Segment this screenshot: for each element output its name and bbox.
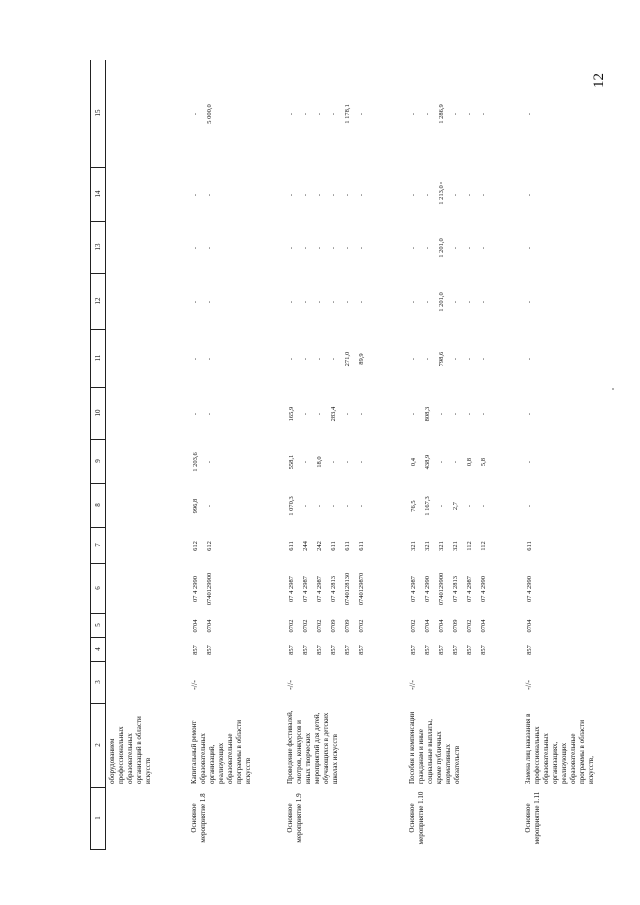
table-cell: -: [316, 504, 323, 508]
table-cell: -: [206, 246, 213, 250]
table-subrow: [190, 60, 202, 850]
table-cell: 112: [466, 541, 473, 551]
table-cell: -: [466, 300, 473, 304]
table-cell: -: [480, 300, 487, 304]
table-cell: 857: [480, 645, 487, 655]
table-cell: 857: [192, 645, 199, 655]
table-cell: -: [452, 412, 459, 416]
table-cell: 857: [410, 645, 417, 655]
scan-speck: [612, 388, 614, 390]
table-cell: -: [288, 300, 295, 304]
table-cell: 1 201,0: [438, 292, 445, 312]
table-cell: -: [466, 246, 473, 250]
table-cell: -: [358, 112, 365, 116]
table-cell: 611: [288, 541, 295, 551]
table-cell: 0,4: [410, 457, 417, 467]
row-description: Замена лиц наказания в профессиональных образовательных организациях, реализующих образовательные программы в области искусств,: [524, 713, 595, 784]
table-cell: 283,4: [330, 406, 337, 422]
table-cell: 0702: [410, 619, 417, 633]
table-cell: -: [302, 300, 309, 304]
table-cell: 611: [330, 541, 337, 551]
table-subrow: [436, 60, 448, 850]
table-cell: 321: [452, 541, 459, 551]
table-cell: -: [438, 504, 445, 508]
table-cell: 0702: [316, 619, 323, 633]
table-subrow: [342, 60, 354, 850]
page-number: 12: [591, 73, 607, 88]
table-cell: 857: [438, 645, 445, 655]
column-header: 11: [91, 329, 105, 388]
column-header: 15: [91, 59, 105, 168]
table-subrow: [422, 60, 434, 850]
table-cell: 07 4 2990: [526, 576, 533, 602]
table-cell: 76,5: [410, 500, 417, 512]
table-cell: -: [316, 412, 323, 416]
table-cell: -: [302, 357, 309, 361]
table-cell: 07 4 2813: [452, 576, 459, 602]
column-header: 2: [91, 703, 105, 788]
table-subrow: [408, 60, 420, 850]
table-cell: -: [330, 357, 337, 361]
table-cell: 07 4 2990: [192, 576, 199, 602]
table-cell: -: [424, 300, 431, 304]
table-cell: 0702: [358, 619, 365, 633]
row-executor: -//-: [524, 680, 533, 690]
table-cell: -: [466, 504, 473, 508]
column-header: 6: [91, 563, 105, 614]
table-cell: -: [424, 193, 431, 197]
table-cell: 165,9: [288, 406, 295, 422]
table-cell: 857: [452, 645, 459, 655]
table-cell: 0704: [480, 619, 487, 633]
table-cell: 07 4 2987: [466, 576, 473, 602]
table-cell: 1 070,3: [288, 496, 295, 516]
table-cell: -: [206, 300, 213, 304]
table-cell: 857: [316, 645, 323, 655]
table-subrow: [478, 60, 490, 850]
table-cell: 612: [192, 541, 199, 551]
table-cell: 611: [358, 541, 365, 551]
table-cell: 0740128130: [344, 572, 351, 606]
table-cell: -: [480, 504, 487, 508]
table-cell: -: [358, 193, 365, 197]
table-cell: -: [330, 504, 337, 508]
table-cell: -: [452, 246, 459, 250]
table-cell: 07 4 2990: [424, 576, 431, 602]
table-cell: 857: [526, 645, 533, 655]
table-cell: -: [192, 300, 199, 304]
column-header: 12: [91, 273, 105, 330]
table-cell: -: [192, 112, 199, 116]
table-cell: 857: [424, 645, 431, 655]
table-cell: 271,0: [344, 351, 351, 367]
table-cell: -: [526, 112, 533, 116]
table-cell: 07 4 2813: [330, 576, 337, 602]
table-cell: -: [480, 412, 487, 416]
table-cell: 1 213,0: [438, 185, 445, 205]
table-cell: -: [452, 112, 459, 116]
table-cell: 0702: [302, 619, 309, 633]
table-cell: 0704: [526, 619, 533, 633]
row-title: Основное мероприятие 1.10: [408, 791, 425, 845]
table-cell: 611: [344, 541, 351, 551]
table-cell: -: [192, 246, 199, 250]
row-executor: -//-: [190, 680, 199, 690]
table-cell: 0704: [206, 619, 213, 633]
table-cell: -: [424, 357, 431, 361]
table-cell: -: [410, 300, 417, 304]
table-cell: -: [206, 460, 213, 464]
column-header: 10: [91, 387, 105, 440]
table-subrow: [286, 60, 298, 850]
table-subrow: [314, 60, 326, 850]
table-cell: 244: [302, 541, 309, 551]
table-cell: 89,9: [358, 353, 365, 365]
row-title: Основное мероприятие 1.8: [190, 793, 207, 843]
table-cell: -: [344, 193, 351, 197]
table-cell: 112: [480, 541, 487, 551]
row-title: Основное мероприятие 1.9: [286, 793, 303, 843]
table-cell: -: [192, 412, 199, 416]
table-cell: 07 4 2987: [288, 576, 295, 602]
table-subrow: [464, 60, 476, 850]
column-header: 8: [91, 483, 105, 528]
table-cell: -: [480, 246, 487, 250]
table-cell: -: [526, 412, 533, 416]
column-header: 3: [91, 661, 105, 704]
column-header: 9: [91, 439, 105, 484]
table-cell: 321: [424, 541, 431, 551]
table-cell: -: [302, 412, 309, 416]
table-cell: -: [526, 300, 533, 304]
table-cell: -: [526, 460, 533, 464]
table-cell: 857: [358, 645, 365, 655]
column-header: 5: [91, 613, 105, 638]
table-cell: 0704: [424, 619, 431, 633]
table-cell: -: [480, 112, 487, 116]
table-cell: 5,8: [480, 457, 487, 467]
table-cell: -: [452, 357, 459, 361]
table-cell: -: [206, 357, 213, 361]
table-cell: -: [344, 300, 351, 304]
scan-speck: [440, 182, 442, 184]
table-cell: 0702: [466, 619, 473, 633]
row-description: Проведение фестивалей, смотров, конкурсов и иных творческих мероприятий для детей, обучающихся в детских школах искусств: [286, 710, 339, 784]
table-subrow: [450, 60, 462, 850]
table-cell: -: [358, 460, 365, 464]
table-cell: -: [206, 504, 213, 508]
table-subrow: [524, 60, 536, 850]
table-cell: 07 4 2987: [302, 576, 309, 602]
table-cell: 0704: [192, 619, 199, 633]
table-cell: 857: [330, 645, 337, 655]
table-cell: 996,8: [192, 498, 199, 514]
table-cell: 5 000,0: [206, 104, 213, 124]
row-title: Основное мероприятие 1.11: [524, 791, 541, 845]
table-cell: 857: [206, 645, 213, 655]
row-description: Пособия и компенсации гражданам и иные социальные выплаты, кроме публичных нормативных обязательств: [408, 711, 461, 784]
table-cell: -: [410, 357, 417, 361]
table-cell: -: [466, 112, 473, 116]
table-cell: 321: [410, 541, 417, 551]
table-cell: -: [526, 357, 533, 361]
table-cell: 0709: [330, 619, 337, 633]
column-header: 7: [91, 527, 105, 564]
table-cell: -: [452, 193, 459, 197]
table-cell: 857: [302, 645, 309, 655]
table-cell: -: [438, 460, 445, 464]
table-cell: 808,3: [424, 406, 431, 422]
table-subrow: [300, 60, 312, 850]
table-cell: -: [358, 504, 365, 508]
table-cell: 0709: [452, 619, 459, 633]
table-subrow: [204, 60, 216, 850]
table-cell: -: [316, 357, 323, 361]
table-cell: 611: [526, 541, 533, 551]
table-cell: 07 4 2987: [410, 576, 417, 602]
table-cell: 438,9: [424, 454, 431, 470]
column-header: 4: [91, 637, 105, 662]
table-cell: 242: [316, 541, 323, 551]
table-cell: -: [330, 300, 337, 304]
table-cell: 1 167,3: [424, 496, 431, 516]
table-cell: -: [410, 412, 417, 416]
row-description: оборудованием профессиональных образовательных организаций в области искусств: [108, 716, 152, 784]
table-cell: -: [316, 112, 323, 116]
table-cell: -: [192, 193, 199, 197]
table-cell: 1 286,9: [438, 104, 445, 124]
table-cell: -: [302, 246, 309, 250]
table-cell: 0709: [344, 619, 351, 633]
table-cell: -: [344, 412, 351, 416]
table-cell: -: [206, 412, 213, 416]
table-cell: 857: [288, 645, 295, 655]
table-cell: -: [206, 193, 213, 197]
table-cell: -: [466, 193, 473, 197]
table-cell: 857: [466, 645, 473, 655]
table-cell: -: [316, 193, 323, 197]
table-cell: 0740129870: [358, 572, 365, 606]
table-cell: -: [302, 112, 309, 116]
table-cell: -: [288, 357, 295, 361]
table-cell: -: [480, 357, 487, 361]
table-cell: -: [330, 193, 337, 197]
table-cell: 0702: [288, 619, 295, 633]
table-cell: -: [526, 193, 533, 197]
table-cell: 558,1: [288, 454, 295, 470]
table-cell: -: [316, 300, 323, 304]
table-subrow: [356, 60, 368, 850]
table-cell: 07 4 2987: [316, 576, 323, 602]
table-cell: -: [192, 357, 199, 361]
table-cell: -: [288, 193, 295, 197]
column-header: 14: [91, 167, 105, 222]
table-cell: -: [302, 504, 309, 508]
table-cell: -: [452, 300, 459, 304]
table-cell: -: [302, 460, 309, 464]
table-cell: -: [344, 504, 351, 508]
table-subrow: [328, 60, 340, 850]
table-cell: -: [410, 112, 417, 116]
row-executor: -//-: [408, 680, 417, 690]
table-cell: 2,7: [452, 501, 459, 511]
table-cell: -: [438, 412, 445, 416]
table-cell: -: [410, 193, 417, 197]
table-cell: 321: [438, 541, 445, 551]
table-cell: 0,8: [466, 457, 473, 467]
table-cell: 857: [344, 645, 351, 655]
table-cell: -: [344, 460, 351, 464]
table-cell: 612: [206, 541, 213, 551]
table-cell: -: [288, 112, 295, 116]
table-cell: -: [526, 504, 533, 508]
row-description: Капитальный ремонт образовательных организаций, реализующих образовательные программы в области искусств: [190, 720, 252, 784]
table-cell: -: [316, 246, 323, 250]
table-cell: -: [480, 193, 487, 197]
table-cell: -: [330, 460, 337, 464]
table-cell: -: [330, 112, 337, 116]
table-cell: -: [288, 246, 295, 250]
table-cell: 1 201,0: [438, 238, 445, 258]
column-header: 1: [91, 787, 105, 850]
table-cell: -: [330, 246, 337, 250]
table-cell: -: [302, 193, 309, 197]
table-cell: -: [466, 412, 473, 416]
column-header: 13: [91, 221, 105, 274]
table-cell: 1 178,1: [344, 104, 351, 124]
table-cell: -: [424, 112, 431, 116]
table-cell: -: [424, 246, 431, 250]
table-cell: -: [344, 246, 351, 250]
table-cell: 0740129900: [206, 572, 213, 606]
table-cell: 0740129900: [438, 572, 445, 606]
table-cell: -: [358, 300, 365, 304]
table-cell: 18,0: [316, 456, 323, 468]
table-cell: 07 4 2990: [480, 576, 487, 602]
table-cell: -: [526, 246, 533, 250]
table-cell: 798,6: [438, 351, 445, 367]
table-cell: 1 203,6: [192, 452, 199, 472]
table-cell: -: [358, 412, 365, 416]
table-cell: -: [410, 246, 417, 250]
table-cell: 0704: [438, 619, 445, 633]
table-header: [90, 60, 106, 850]
table-cell: -: [452, 460, 459, 464]
row-executor: -//-: [286, 680, 295, 690]
rotated-table: [90, 60, 630, 850]
table-cell: -: [358, 246, 365, 250]
table-cell: -: [466, 357, 473, 361]
